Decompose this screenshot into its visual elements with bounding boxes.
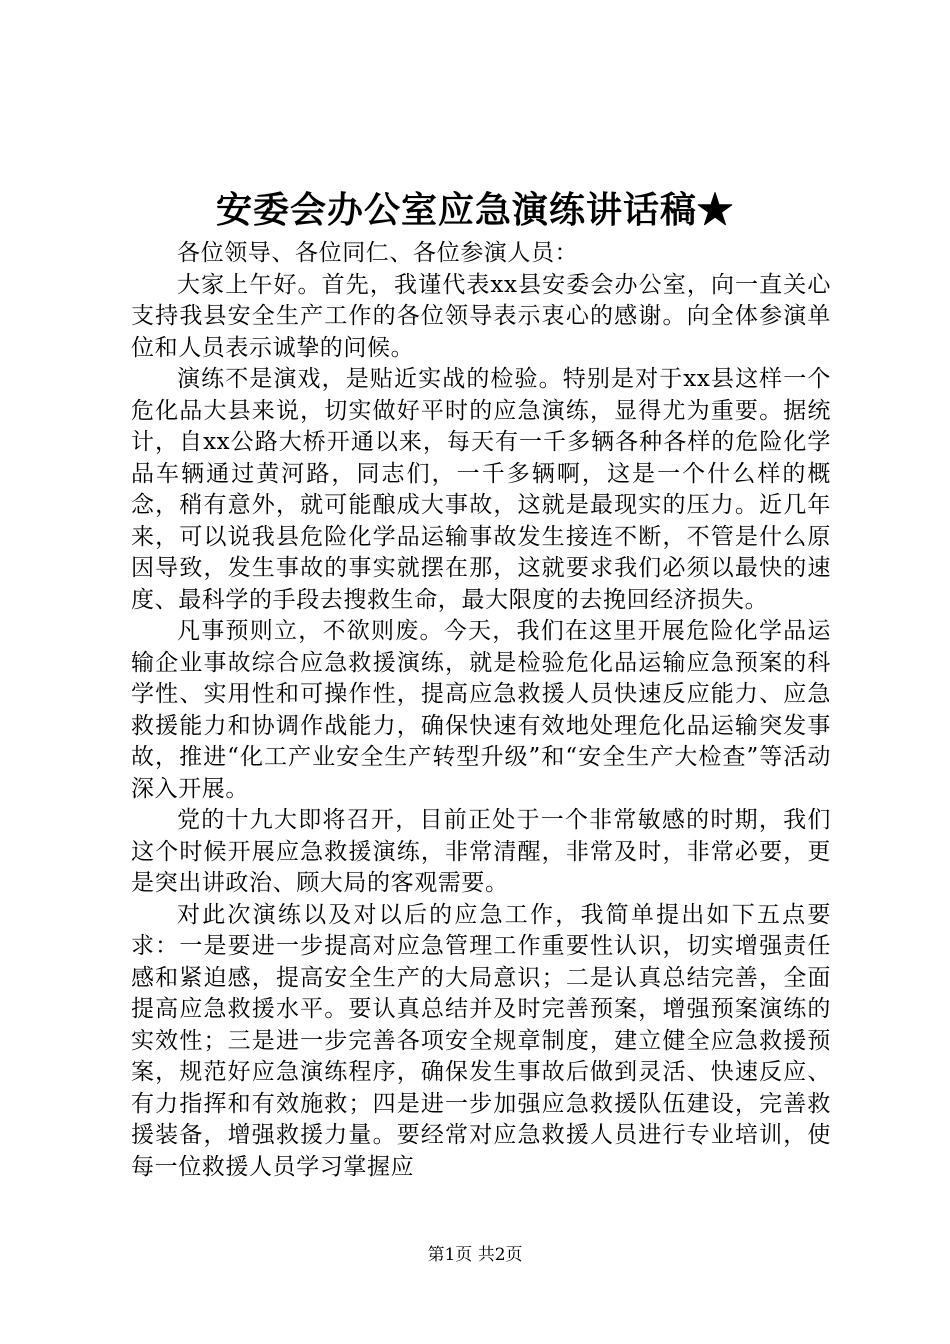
document-body xyxy=(131,238,831,1183)
document-title: 安委会办公室应急演练讲话稿★ xyxy=(215,189,734,231)
paragraph-greeting: 大家上午好。首先，我谨代表xx县安委会办公室，向一直关心支持我县安全生产工作的各位领导表示衷心的感谢。向全体参演单位和人员表示诚挚的问候。 xyxy=(131,271,831,361)
paragraph-political-context: 党的十九大即将召开，目前正处于一个非常敏感的时期，我们这个时候开展应急救援演练，非常清醒，非常及时，非常必要，更是突出讲政治、顾大局的客观需要。 xyxy=(131,807,831,896)
paragraph-requirements: 对此次演练以及对以后的应急工作，我简单提出如下五点要求：一是要进一步提高对应急管理工作重要性认识，切实增强责任感和紧迫感，提高安全生产的大局意识；二是认真总结完善，全面提高应急救援水平。要认真总结并及时完善预案，增强预案演练的实效性；三是进一步完善各项安全规章制度，建立健全应急救援预案，规范好应急演练程序，确保发生事故后做到灵活、快速反应、有力指挥和有效施救；四是进一步加强应急救援队伍建设，完善救援装备，增强救援力量。要经常对应急救援人员进行专业培训，使每一位救援人员学习掌握应 xyxy=(131,901,831,1180)
page-number-footer: 第1页 共2页 xyxy=(427,1245,523,1265)
paragraph-drill-importance: 演练不是演戏，是贴近实战的检验。特别是对于xx县这样一个危化品大县来说，切实做好平时的应急演练，显得尤为重要。据统计，自xx公路大桥开通以来，每天有一千多辆各种各样的危险化学品车辆通过黄河路，同志们，一千多辆啊，这是一个什么样的概念，稍有意外，就可能酿成大事故，这就是最现实的压力。近几年来，可以说我县危险化学品运输事故发生接连不断，不管是什么原因导致，发生事故的事实就摆在那，这就要求我们必须以最快的速度、最科学的手段去搜救生命，最大限度的去挽回经济损失。 xyxy=(131,366,831,613)
paragraph-salutation: 各位领导、各位同仁、各位参演人员： xyxy=(177,240,579,266)
paragraph-drill-purpose: 凡事预则立，不欲则废。今天，我们在这里开展危险化学品运输企业事故综合应急救援演练，就是检验危化品运输应急预案的科学性、实用性和可操作性，提高应急救援人员快速反应能力、应急救援能力和协调作战能力，确保快速有效地处理危化品运输突发事故，推进“化工产业安全生产转型升级”和“安全生产大检查”等活动深入开展。 xyxy=(131,618,831,802)
